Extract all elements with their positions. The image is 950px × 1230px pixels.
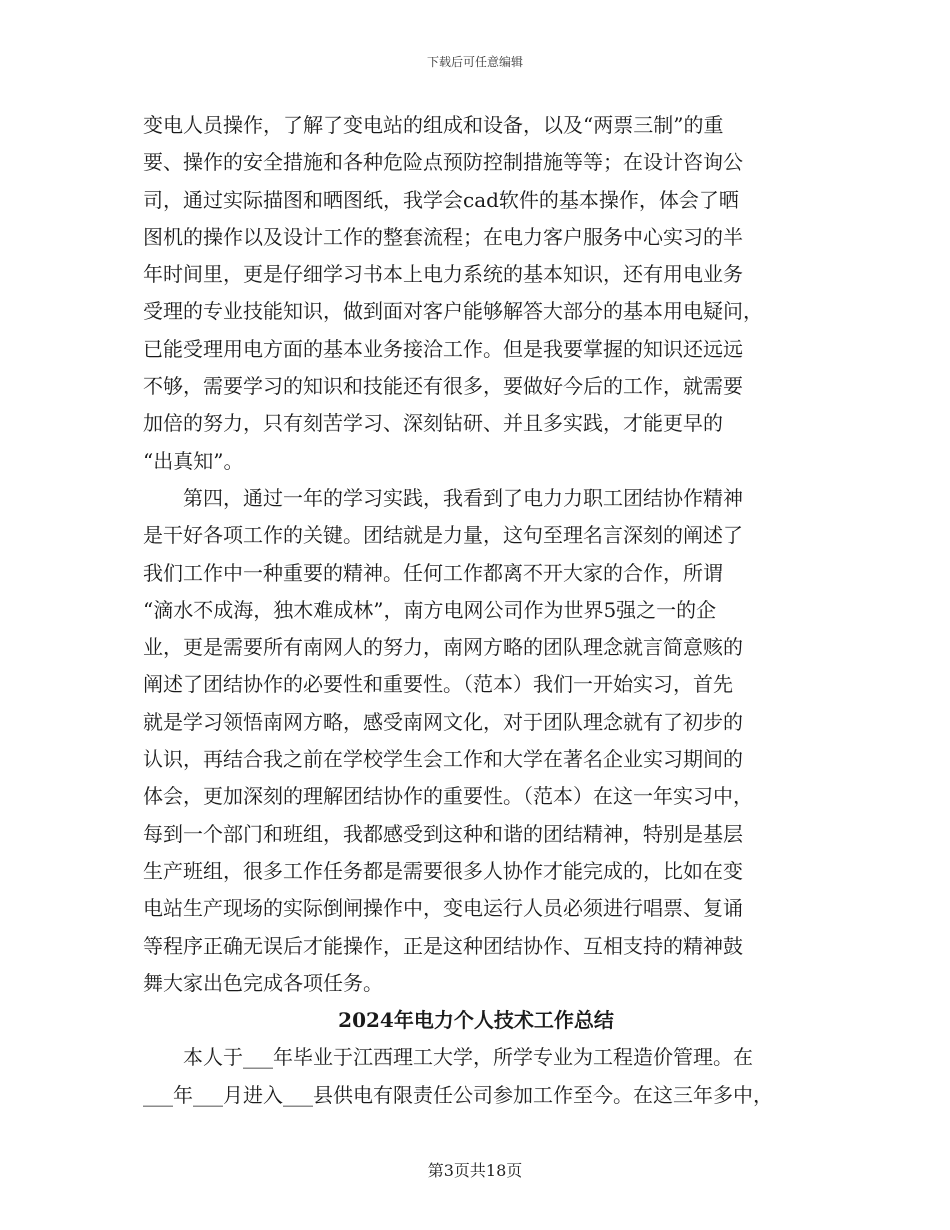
text-line: 等程序正确无误后才能操作，正是这种团结协作、互相支持的精神鼓: [143, 933, 743, 958]
text-line: 认识，再结合我之前在学校学生会工作和大学在著名企业实习期间的: [143, 747, 743, 772]
text-line: “出真知”。: [143, 448, 244, 473]
text-line: 受理的专业技能知识，做到面对客户能够解答大部分的基本用电疑问，: [143, 299, 763, 324]
text-line: 年时间里，更是仔细学习书本上电力系统的基本知识，还有用电业务: [143, 262, 743, 287]
text-line: 我们工作中一种重要的精神。任何工作都离不开大家的合作，所谓: [143, 560, 723, 585]
text-line: “滴水不成海，独木难成林”，南方电网公司作为世界5强之一的企: [143, 597, 717, 622]
text-line: ___年___月进入___县供电有限责任公司参加工作至今。在这三年多中，: [143, 1082, 773, 1107]
text-line: 本人于___年毕业于江西理工大学，所学专业为工程造价管理。在: [143, 1045, 753, 1070]
text-line: 生产班组，很多工作任务都是需要很多人协作才能完成的，比如在变: [143, 858, 743, 883]
page-header-note: 下载后可任意编辑: [426, 55, 523, 69]
text-line: 每到一个部门和班组，我都感受到这种和谐的团结精神，特别是基层: [143, 821, 743, 846]
document-body: [143, 107, 809, 1114]
text-line: 就是学习领悟南网方略，感受南网文化，对于团队理念就有了初步的: [143, 709, 743, 734]
text-line: 是干好各项工作的关键。团结就是力量，这句至理名言深刻的阐述了: [143, 523, 743, 548]
text-line: 电站生产现场的实际倒闸操作中，变电运行人员必须进行唱票、复诵: [143, 896, 743, 921]
text-line: 图机的操作以及设计工作的整套流程；在电力客户服务中心实习的半: [143, 224, 743, 249]
text-line: 加倍的努力，只有刻苦学习、深刻钻研、并且多实践，才能更早的: [143, 411, 723, 436]
text-line: 变电人员操作，了解了变电站的组成和设备，以及“两票三制”的重: [143, 113, 724, 137]
text-line: 已能受理用电方面的基本业务接洽工作。但是我要掌握的知识还远远: [143, 336, 743, 361]
page-number: 第3页共18页: [427, 1161, 523, 1180]
section-title: 2024年电力个人技术工作总结: [338, 1008, 614, 1033]
text-line: 要、操作的安全措施和各种危险点预防控制措施等等；在设计咨询公: [143, 150, 743, 175]
text-line: 业，更是需要所有南网人的努力，南网方略的团队理念就言简意赅的: [143, 635, 743, 660]
text-line: 第四，通过一年的学习实践，我看到了电力力职工团结协作精神: [143, 485, 743, 510]
text-line: 不够，需要学习的知识和技能还有很多，要做好今后的工作，就需要: [143, 374, 743, 399]
text-line: 体会，更加深刻的理解团结协作的重要性。（范本）在这一年实习中，: [143, 784, 753, 809]
text-line: 阐述了团结协作的必要性和重要性。（范本）我们一开始实习，首先: [143, 672, 733, 697]
text-line: 舞大家出色完成各项任务。: [143, 970, 383, 995]
text-line: 司，通过实际描图和晒图纸，我学会cad软件的基本操作，体会了晒: [143, 187, 739, 212]
